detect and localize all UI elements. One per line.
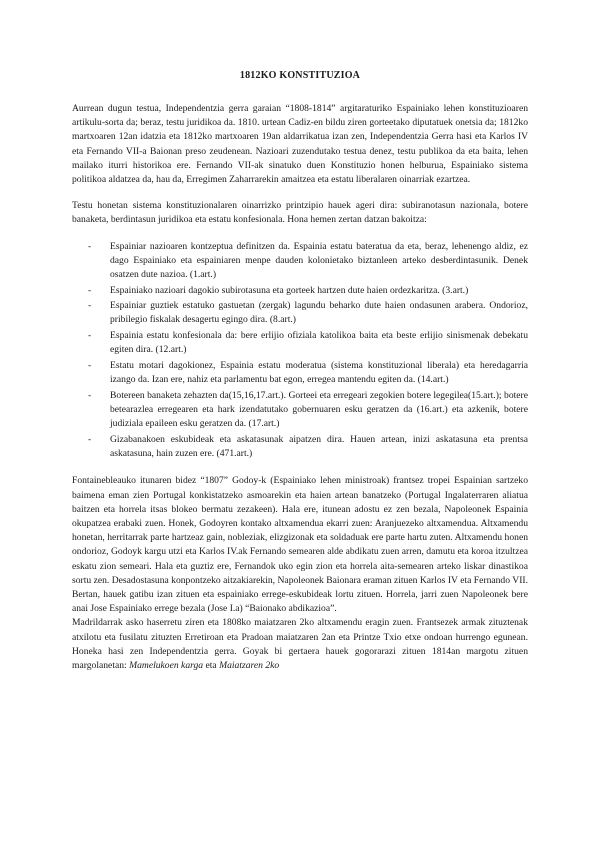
- painting-title-1: Mamelukoen karga: [129, 660, 204, 672]
- painting-title-2: Maiatzaren 2ko: [219, 660, 280, 672]
- connector-text: eta: [205, 660, 217, 672]
- document-title: 1812KO KONSTITUZIOA: [239, 70, 361, 81]
- intro-paragraph: Aurrean dugun testua, Independentzia gerra garaian “1808-1814” argitaraturiko Espainiako lehen konstituzioaren artikulu-sorta da; beraz, testu juridikoa da. 1810. urtean Cadiz-en bildu ziren gorteetako diputatuek onetsia da; 1812ko martxoaren 12an idatzia eta 1812ko martxoaren 19an aldarrikatua izan zen, Independentzia Gerra hasi eta Karlos IV eta Fernando VII-a Baionan preso zeudenean. Nazioari zuzendutako testua denez, testu publikoa da eta baita, lehen mailako iturri historikoa ere. Fernando VII-ak sinatuko duen Konstituzio honen helburua, Espainiako sistema politikoa aldatzea da, hau da, Erregimen Zaharrarekin amaitzea eta estatu liberalaren oinarriak ezartzea.: [72, 103, 528, 186]
- list-item: - Gizabanakoen eskubideak eta askatasunak aipatzen dira. Hauen artean, inizi askatasuna eta prentsa askatasuna, hain zuzen ere. (471.art.): [110, 433, 528, 461]
- principles-paragraph: Testu honetan sistema konstituzionalaren oinarrizko printzipio hauek ageri dira: subiranotasun nazionala, botere banaketa, berdintasun juridikoa eta estatu konfesionala. Hona hemen zertan datzan bakoitza:: [72, 200, 528, 226]
- list-item: - Espainia estatu konfesionala da: bere erlijio ofiziala katolikoa baita eta beste erlijio sinismenak debekatu egiten dira. (12.art.): [110, 329, 528, 357]
- list-item: - Espainiako nazioari dagokio subirotasuna eta gorteek hartzen dute haien ordezkaritza. (3.art.): [110, 284, 528, 298]
- madrid-text: Madrildarrak asko haserretu ziren eta 1808ko maiatzaren 2ko altxamendu eragin zuen. Frantsezek armak zituztenak atxilotu eta fusilatu zituzten Erretiroan eta Pradoan maiatzaren 2an eta Printze Txio etxe ondoan hurrengo egunean. Honeka hasi zen Independentzia gerra. Goyak bi gertaera hauek gogorarazi zituen 1814an margotu zituen margolanetan:: [72, 617, 528, 672]
- list-item: - Espainiar nazioaren kontzeptua definitzen da. Espainia estatu bateratua da eta, beraz, lehenengo aldiz, ez dago Espainiako eta espainiaren menpe dauden kolonietako biztanleen arteko desberdintasunik. Denek osatzen dute nazioa. (1.art.): [110, 240, 528, 283]
- list-item: - Botereen banaketa zehazten da(15,16,17.art.). Gorteei eta erregeari zegokien botere legegilea(15.art.); botere betearazlea erregearen eta hark izendatutako gobernuaren esku geratzen da (16.art.) eta azkenik, botere judiziala epaileen esku geratzen da. (17.art.): [110, 389, 528, 432]
- articles-list: [72, 240, 528, 461]
- madrid-paragraph: [72, 616, 528, 673]
- list-item: - Estatu motari dagokionez, Espainia estatu moderatua (sistema konstituzional liberala) eta heredagarria izango da. Izan ere, nahiz eta parlamentu bat egon, erregea mantendu egiten da. (14.art.): [110, 359, 528, 387]
- list-item: - Espainiar guztiek estatuko gastuetan (zergak) lagundu beharko dute haien ondasunen arabera. Ondorioz, pribilegio fiskalak desagertu egingo dira. (8.art.): [110, 299, 528, 327]
- fontainebleau-paragraph: Fontainebleauko itunaren bidez “1807” Godoy-k (Espainiako lehen ministroak) frantsez tropei Espainian sartzeko baimena eman zien Portugal konkistatzeko asmoarekin eta haien artean banatzeko (Portugal Ingalaterraren aliatua baitzen eta horrela itsas blokeo bermatu zezakeen). Hala ere, itunean adostu ez zen bezala, Napoleonek Espainia okupatzea erabaki zuen. Honek, Godoyren kontako altxamendua ekarri zuen: Aranjuezeko altxamendua. Altxamendu honetan, herritarrak parte hartzeaz gain, nobleziak, elizgizonak eta soldaduak ere parte hartu zuten. Altxamendu honen ondorioz, Godoyk kargu utzi eta Karlos IV.ak Fernando semearen alde abdikatu zuen arren, damutu eta koroa itzultzea eskatu zion semeari. Hala eta guztiz ere, Fernandok uko egin zion eta horrela aita-semearen arteko liskar dinastikoa sortu zen. Desadostasuna konpontzeko aitzakiarekin, Napoleonek Baionara eraman zituen Karlos IV eta Fernando VII. Bertan, hauek gatibu izan zituen eta espainiako errege-eskubideak lortu zituen. Horrela, jarri zuen Napoleonek bere anai Jose Espainiako errege bezala (Jose I.a) “Baionako abdikazioa”.: [72, 475, 528, 615]
